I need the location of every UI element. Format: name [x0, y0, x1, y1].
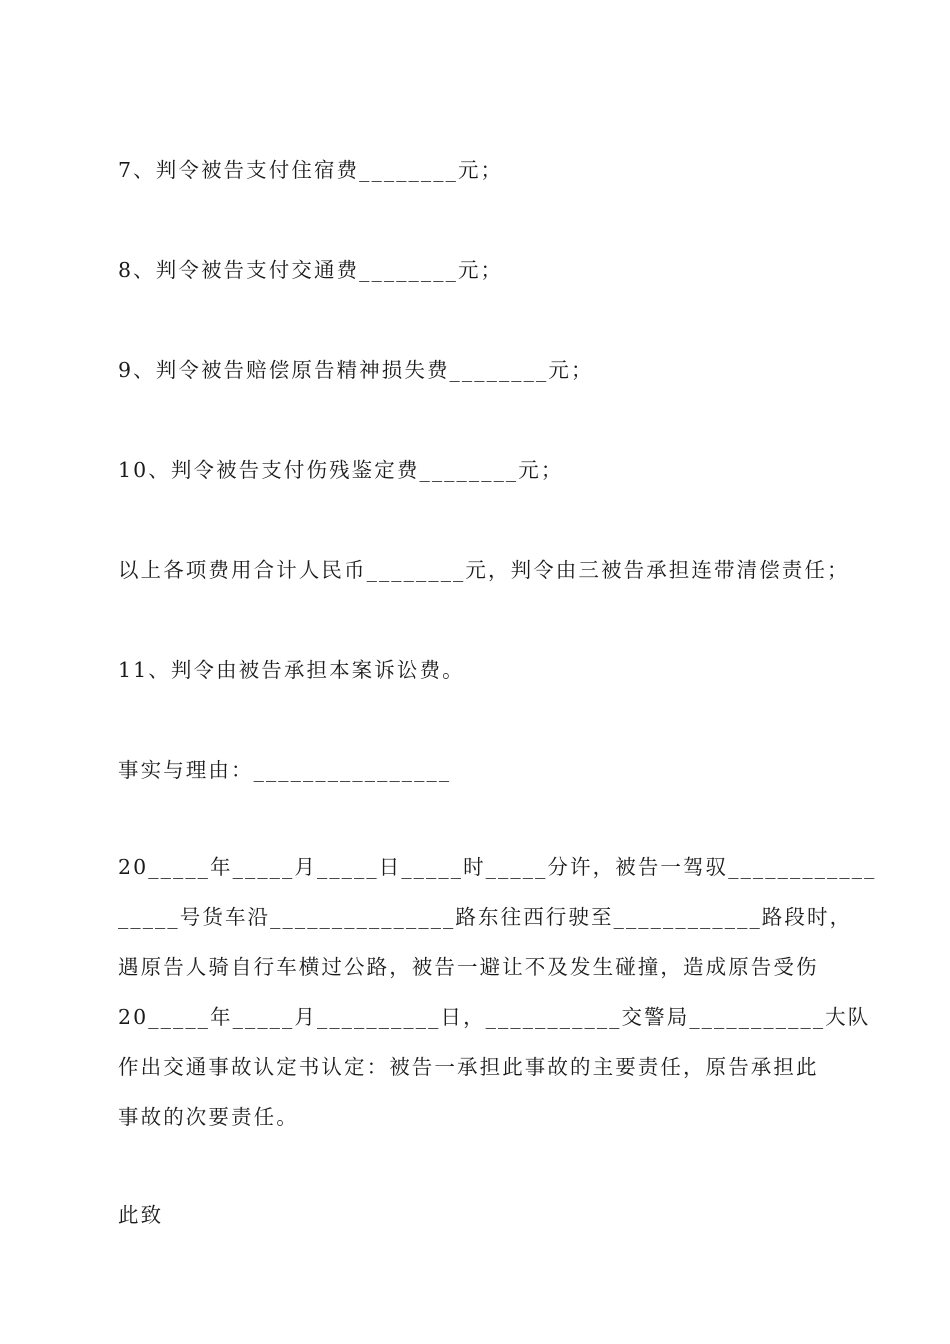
item-11-litigation-fee: 11、判令由被告承担本案诉讼费。 — [118, 658, 465, 682]
facts-paragraph-line: 遇原告人骑自行车横过公路，被告一避让不及发生碰撞，造成原告受伤 — [118, 955, 819, 979]
facts-paragraph-line: _____号货车沿_______________路东往西行驶至____________路段时， — [118, 905, 853, 929]
facts-and-reasons-heading: 事实与理由：________________ — [118, 758, 452, 782]
facts-paragraph-line: 作出交通事故认定书认定：被告一承担此事故的主要责任，原告承担此 — [118, 1055, 819, 1079]
item-7-lodging-fee: 7、判令被告支付住宿费________元； — [118, 158, 504, 182]
facts-paragraph-line: 20_____年_____月_____日_____时_____分许，被告一驾驭____________ — [118, 855, 877, 879]
item-9-mental-damages: 9、判令被告赔偿原告精神损失费________元； — [118, 358, 594, 382]
item-10-disability-assessment-fee: 10、判令被告支付伤残鉴定费________元； — [118, 458, 564, 482]
closing-salutation: 此致 — [118, 1203, 164, 1227]
total-amount-line: 以上各项费用合计人民币________元，判令由三被告承担连带清偿责任； — [118, 558, 850, 582]
item-8-transport-fee: 8、判令被告支付交通费________元； — [118, 258, 504, 282]
facts-paragraph-line: 事故的次要责任。 — [118, 1105, 299, 1129]
facts-paragraph-line: 20_____年_____月__________日，___________交警局___________大队 — [118, 1005, 871, 1029]
